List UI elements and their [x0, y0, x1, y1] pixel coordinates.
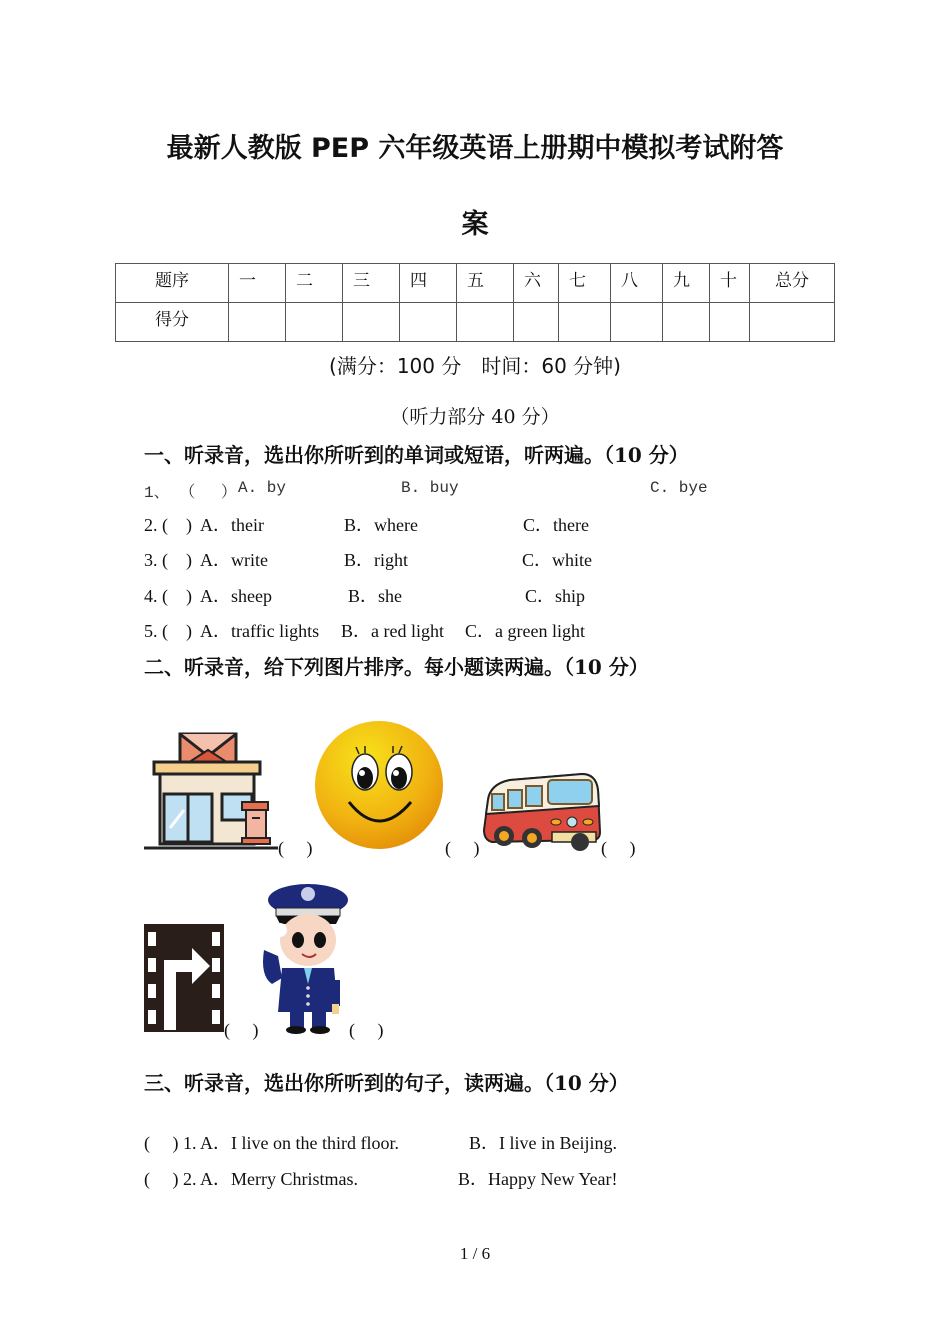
q1-option-a: A. by [238, 479, 287, 497]
score-cell-1[interactable] [229, 303, 286, 342]
exam-info: (满分：100 分 时间：60 分钟) [329, 354, 621, 378]
score-cell-9[interactable] [663, 303, 710, 342]
header-cell-5: 五 [457, 264, 514, 303]
score-cell-4[interactable] [400, 303, 457, 342]
q2-option-b: B．where [344, 515, 418, 535]
header-cell-label: 题序 [116, 264, 229, 303]
q5-option-b: B．a red light [341, 621, 444, 641]
score-cell-6[interactable] [514, 303, 559, 342]
score-table [115, 263, 835, 342]
q1-blank[interactable]: （ ） [179, 484, 237, 502]
score-cell-10[interactable] [710, 303, 750, 342]
turn-right-sign-icon [144, 924, 224, 1032]
row-label-score: 得分 [116, 303, 229, 342]
s3-q2-option-a: A．Merry Christmas. [200, 1169, 358, 1189]
score-cell-3[interactable] [343, 303, 400, 342]
document-title-line2: 案 [461, 209, 489, 240]
section2-heading: 二、听录音，给下列图片排序。每小题读两遍。（10 分） [144, 655, 649, 679]
s3-q1 [144, 1129, 399, 1155]
q5-option-c: C．a green light [465, 621, 585, 641]
post-office-icon [144, 730, 278, 852]
q5-number [144, 617, 192, 643]
q1-option-b: B. buy [401, 479, 459, 497]
picture4-answer-blank[interactable]: ( ) [224, 1020, 259, 1040]
q3-option-c: C．white [522, 550, 592, 570]
header-cell-1: 一 [229, 264, 286, 303]
header-cell-9: 九 [663, 264, 710, 303]
section1-heading: 一、听录音，选出你所听到的单词或短语，听两遍。（10 分） [144, 443, 689, 467]
score-cell-2[interactable] [286, 303, 343, 342]
q4-option-c: C．ship [525, 586, 586, 606]
picture1-answer-blank[interactable]: ( ) [278, 838, 313, 858]
s3-q2-blank[interactable]: ( ) [144, 1169, 179, 1189]
document-title-line1: 最新人教版 PEP 六年级英语上册期中模拟考试附答 [166, 133, 784, 164]
q5-option-a: A．traffic lights [200, 621, 320, 641]
police-officer-icon [258, 880, 352, 1034]
header-cell-3: 三 [343, 264, 400, 303]
header-cell-2: 二 [286, 264, 343, 303]
bus-icon [482, 770, 602, 852]
q3-num: 3. [144, 550, 158, 570]
q3-number [144, 546, 192, 572]
s3-q1-option-a: A．I live on the third floor. [200, 1133, 399, 1153]
header-cell-8: 八 [611, 264, 663, 303]
s3-q2-num: 2. [183, 1169, 197, 1189]
picture5-answer-blank[interactable]: ( ) [349, 1020, 384, 1040]
header-cell-4: 四 [400, 264, 457, 303]
q3-blank[interactable]: ( ) [162, 550, 192, 570]
header-cell-10: 十 [710, 264, 750, 303]
q2-num: 2. [144, 515, 158, 535]
header-cell-6: 六 [514, 264, 559, 303]
score-cell-5[interactable] [457, 303, 514, 342]
smiley-face-icon [313, 720, 445, 850]
score-cell-total[interactable] [750, 303, 835, 342]
q2-number [144, 511, 192, 537]
s3-q2 [144, 1165, 358, 1191]
q4-option-b: B．she [348, 586, 402, 606]
q1-option-c: C. bye [650, 479, 708, 497]
score-cell-7[interactable] [559, 303, 611, 342]
s3-q1-num: 1. [183, 1133, 197, 1153]
q1-number [144, 479, 237, 502]
q4-num: 4. [144, 586, 158, 606]
q3-option-a: A．write [200, 550, 268, 570]
score-table-score-row [116, 303, 835, 342]
score-table-header-row [116, 264, 835, 303]
s3-q1-option-b: B．I live in Beijing. [469, 1133, 617, 1153]
section3-heading: 三、听录音，选出你所听到的句子，读两遍。（10 分） [144, 1071, 629, 1095]
q5-num: 5. [144, 621, 158, 641]
s3-q2-option-b: B．Happy New Year! [458, 1169, 618, 1189]
header-cell-total: 总分 [750, 264, 835, 303]
q1-num: 1、 [144, 484, 170, 502]
listening-part-label: （听力部分 40 分） [390, 406, 560, 428]
q2-option-c: C．there [523, 515, 589, 535]
q3-option-b: B．right [344, 550, 409, 570]
picture3-answer-blank[interactable]: ( ) [601, 838, 636, 858]
page-number: 1 / 6 [459, 1244, 491, 1263]
score-cell-8[interactable] [611, 303, 663, 342]
s3-q1-blank[interactable]: ( ) [144, 1133, 179, 1153]
q4-number [144, 582, 192, 608]
q2-option-a: A．their [200, 515, 264, 535]
header-cell-7: 七 [559, 264, 611, 303]
picture2-answer-blank[interactable]: ( ) [445, 838, 480, 858]
q2-blank[interactable]: ( ) [162, 515, 192, 535]
q4-blank[interactable]: ( ) [162, 586, 192, 606]
q5-blank[interactable]: ( ) [162, 621, 192, 641]
q4-option-a: A．sheep [200, 586, 272, 606]
